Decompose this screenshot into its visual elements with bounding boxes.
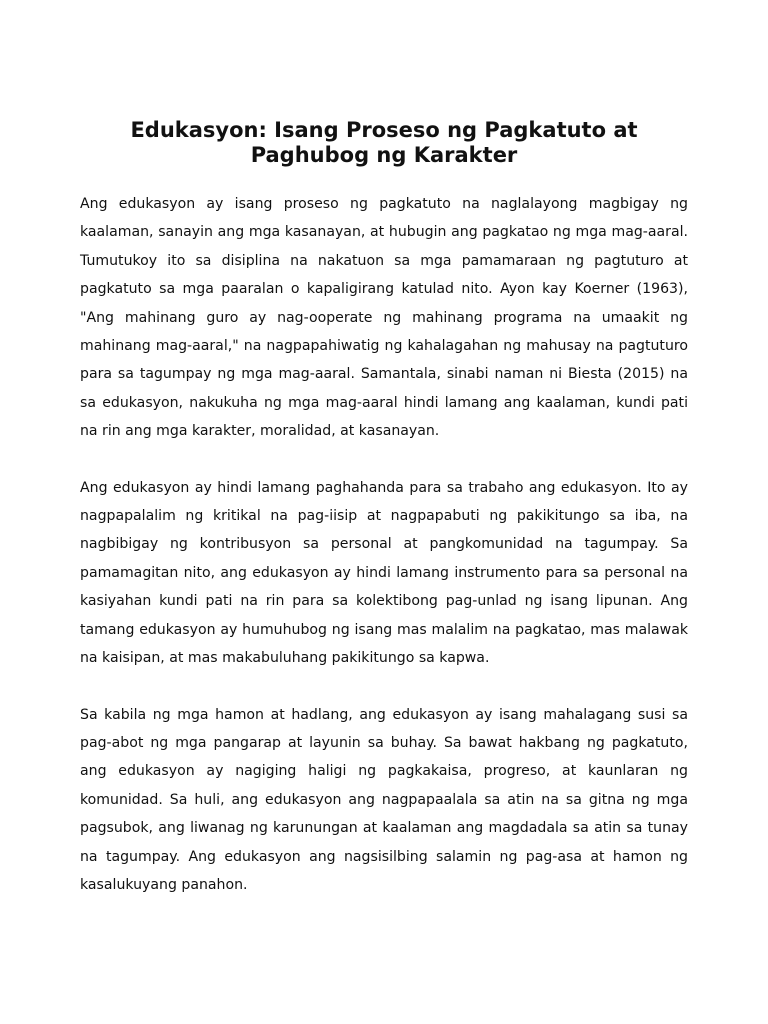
paragraph-1: Ang edukasyon ay isang proseso ng pagkatuto na naglalayong magbigay ng kaalaman, sanayin ang mga kasanayan, at hubugin ang pagkatao ng mga mag-aaral. Tumutukoy ito sa disiplina na nakatuon sa mga pamamaraan ng pagtuturo at pagkatuto sa mga paaralan o kapaligirang katulad nito. Ayon kay Koerner (1963), "Ang mahinang guro ay nag-ooperate ng mahinang programa na umaakit ng mahinang mag-aaral," na nagpapahiwatig ng kahalagahan ng mahusay na pagtuturo para sa tagumpay ng mga mag-aaral. Samantala, sinabi naman ni Biesta (2015) na sa edukasyon, nakukuha ng mga mag-aaral hindi lamang ang kaalaman, kundi pati na rin ang mga karakter, moralidad, at kasanayan. bbox=[80, 196, 688, 440]
paragraph-2: Ang edukasyon ay hindi lamang paghahanda para sa trabaho ang edukasyon. Ito ay nagpapalalim ng kritikal na pag-iisip at nagpapabuti ng pakikitungo sa iba, na nagbibigay ng kontribusyon sa personal at pangkomunidad na tagumpay. Sa pamamagitan nito, ang edukasyon ay hindi lamang instrumento para sa personal na kasiyahan kundi pati na rin para sa kolektibong pag-unlad ng isang lipunan. Ang tamang edukasyon ay humuhubog ng isang mas malalim na pagkatao, mas malawak na kaisipan, at mas makabuluhang pakikitungo sa kapwa. bbox=[80, 479, 688, 667]
paragraph-3: Sa kabila ng mga hamon at hadlang, ang edukasyon ay isang mahalagang susi sa pag-abot ng mga pangarap at layunin sa buhay. Sa bawat hakbang ng pagkatuto, ang edukasyon ay nagiging haligi ng pagkakaisa, progreso, at kaunlaran ng komunidad. Sa huli, ang edukasyon ang nagpapaalala sa atin na sa gitna ng mga pagsubok, ang liwanag ng karunungan at kaalaman ang magdadala sa atin sa tunay na tagumpay. Ang edukasyon ang nagsisilbing salamin ng pag-asa at hamon ng kasalukuyang panahon. bbox=[80, 706, 688, 893]
document-title: Edukasyon: Isang Proseso ng Pagkatuto at Paghubog ng Karakter bbox=[130, 118, 638, 167]
document-body bbox=[80, 190, 688, 927]
